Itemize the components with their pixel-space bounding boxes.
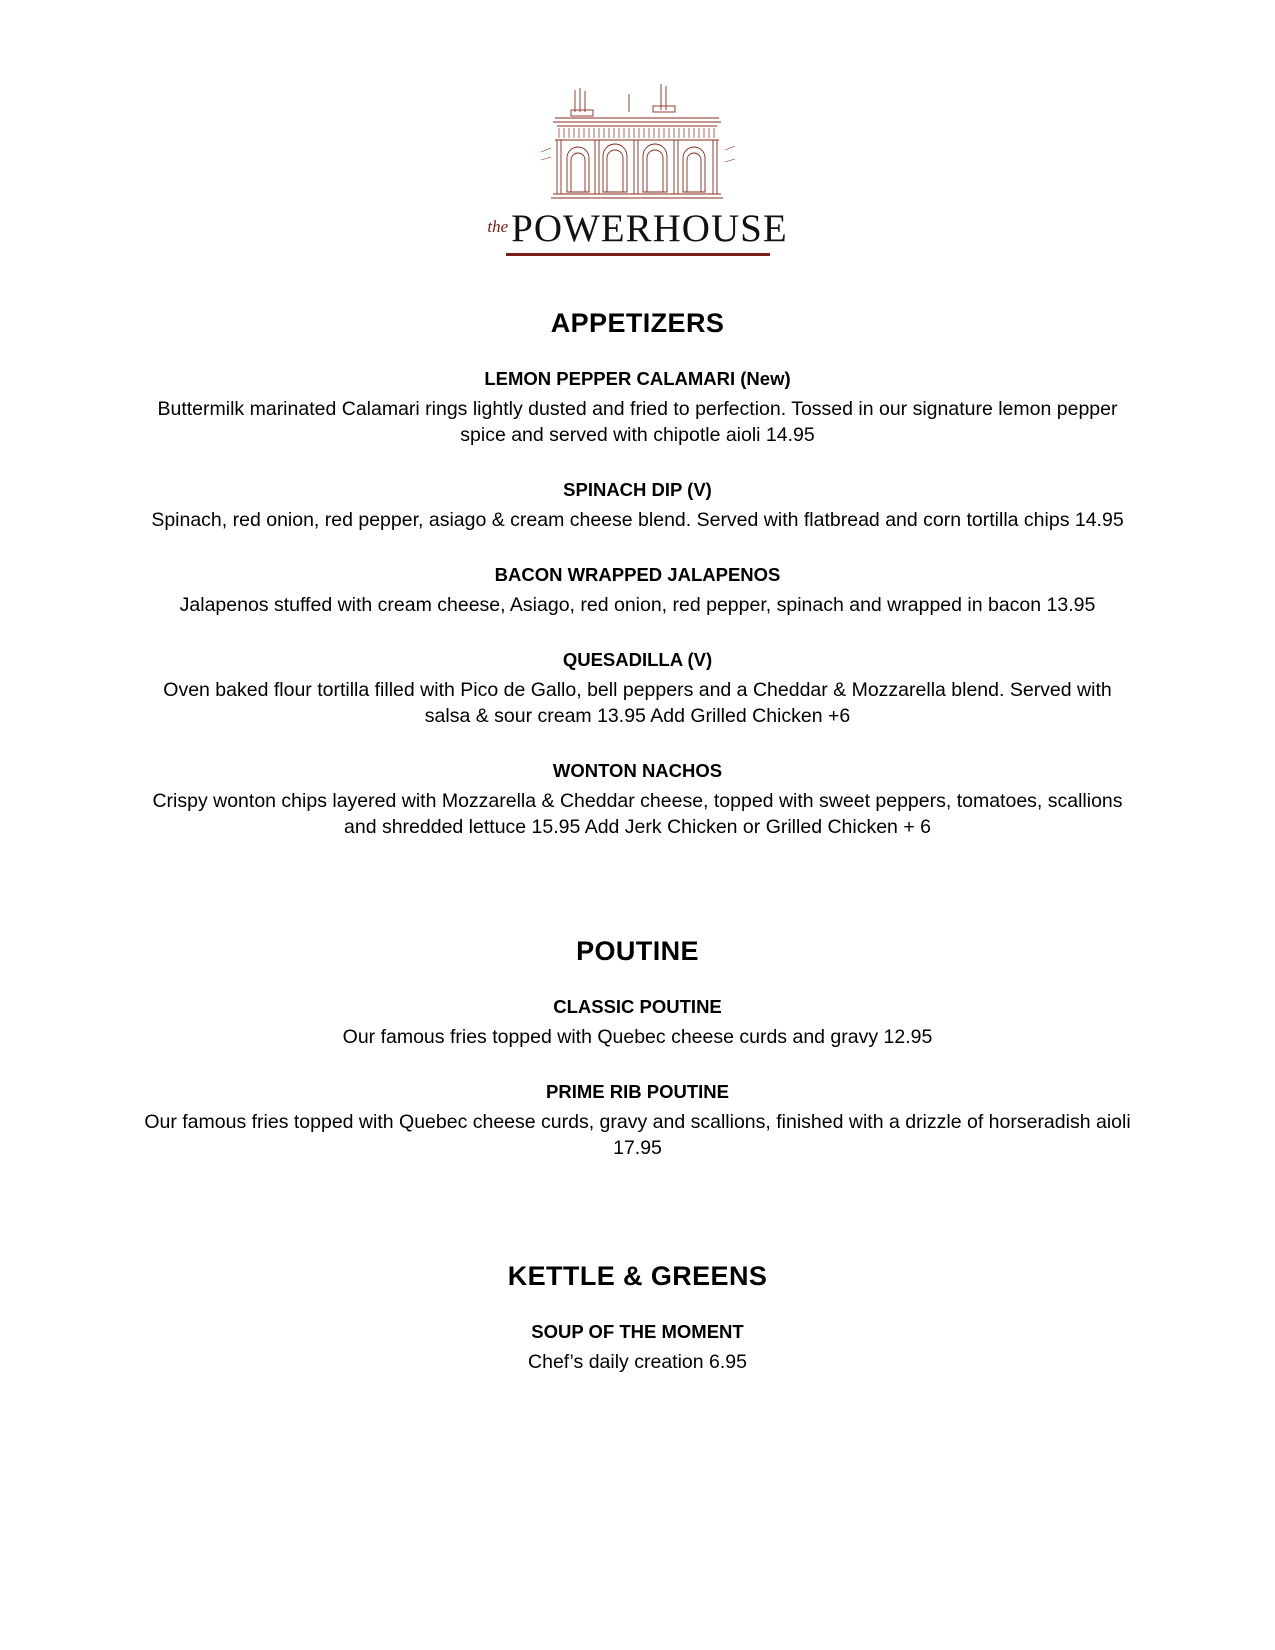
logo-the-text: the: [487, 217, 509, 236]
menu-item: [115, 1080, 1160, 1161]
powerhouse-building-icon: [533, 82, 743, 207]
menu-item: [115, 367, 1160, 448]
menu-item-name: CLASSIC POUTINE: [553, 995, 722, 1017]
menu-item-description: Our famous fries topped with Quebec cheese curds and gravy 12.95: [342, 1025, 933, 1048]
menu-item-name: QUESADILLA (V): [562, 648, 713, 670]
menu-item-name: PRIME RIB POUTINE: [546, 1080, 729, 1102]
menu-item: [115, 759, 1160, 840]
menu-item-description: Buttermilk marinated Calamari rings lightly dusted and fried to perfection. Tossed in our signature lemon pepper spice and served with chipotle aioli 14.95: [157, 397, 1118, 446]
menu-item-description: Jalapenos stuffed with cream cheese, Asiago, red onion, red pepper, spinach and wrapped in bacon 13.95: [179, 593, 1096, 616]
menu-item: [115, 995, 1160, 1050]
section-appetizers: [115, 308, 1160, 840]
section-title-appetizers: APPETIZERS: [550, 308, 725, 338]
menu-item-name: BACON WRAPPED JALAPENOS: [494, 563, 781, 585]
logo-underline: [506, 253, 770, 256]
logo-wordmark: [488, 209, 788, 248]
menu-item-description: Chef’s daily creation 6.95: [528, 1350, 747, 1373]
section-kettle-greens: [115, 1261, 1160, 1375]
menu-item-name: WONTON NACHOS: [552, 759, 723, 781]
menu-item-description: Our famous fries topped with Quebec cheese curds, gravy and scallions, finished with a drizzle of horseradish aioli 17.95: [144, 1110, 1131, 1159]
menu-item: [115, 648, 1160, 729]
section-title-poutine: POUTINE: [576, 935, 699, 966]
menu-item-name: LEMON PEPPER CALAMARI (New): [484, 368, 791, 389]
restaurant-logo: [115, 0, 1160, 256]
menu-item-description: Crispy wonton chips layered with Mozzarella & Cheddar cheese, topped with sweet peppers, tomatoes, scallions and shredded lettuce 15.95 Add Jerk Chicken or Grilled Chicken + 6: [152, 789, 1123, 838]
menu-item: [115, 563, 1160, 618]
menu-item-name: SOUP OF THE MOMENT: [531, 1320, 744, 1342]
section-poutine: [115, 936, 1160, 1161]
section-title-kettle-greens: KETTLE & GREENS: [507, 1260, 768, 1291]
menu-item: [115, 478, 1160, 533]
menu-item: [115, 1320, 1160, 1375]
logo-name-text: POWERHOUSE: [511, 207, 788, 250]
menu-item-name: SPINACH DIP (V): [563, 479, 712, 501]
menu-item-description: Spinach, red onion, red pepper, asiago & cream cheese blend. Served with flatbread and corn tortilla chips 14.95: [151, 508, 1124, 531]
menu-item-description: Oven baked flour tortilla filled with Pico de Gallo, bell peppers and a Cheddar & Mozzarella blend. Served with salsa & sour cream 13.95 Add Grilled Chicken +6: [163, 678, 1112, 727]
